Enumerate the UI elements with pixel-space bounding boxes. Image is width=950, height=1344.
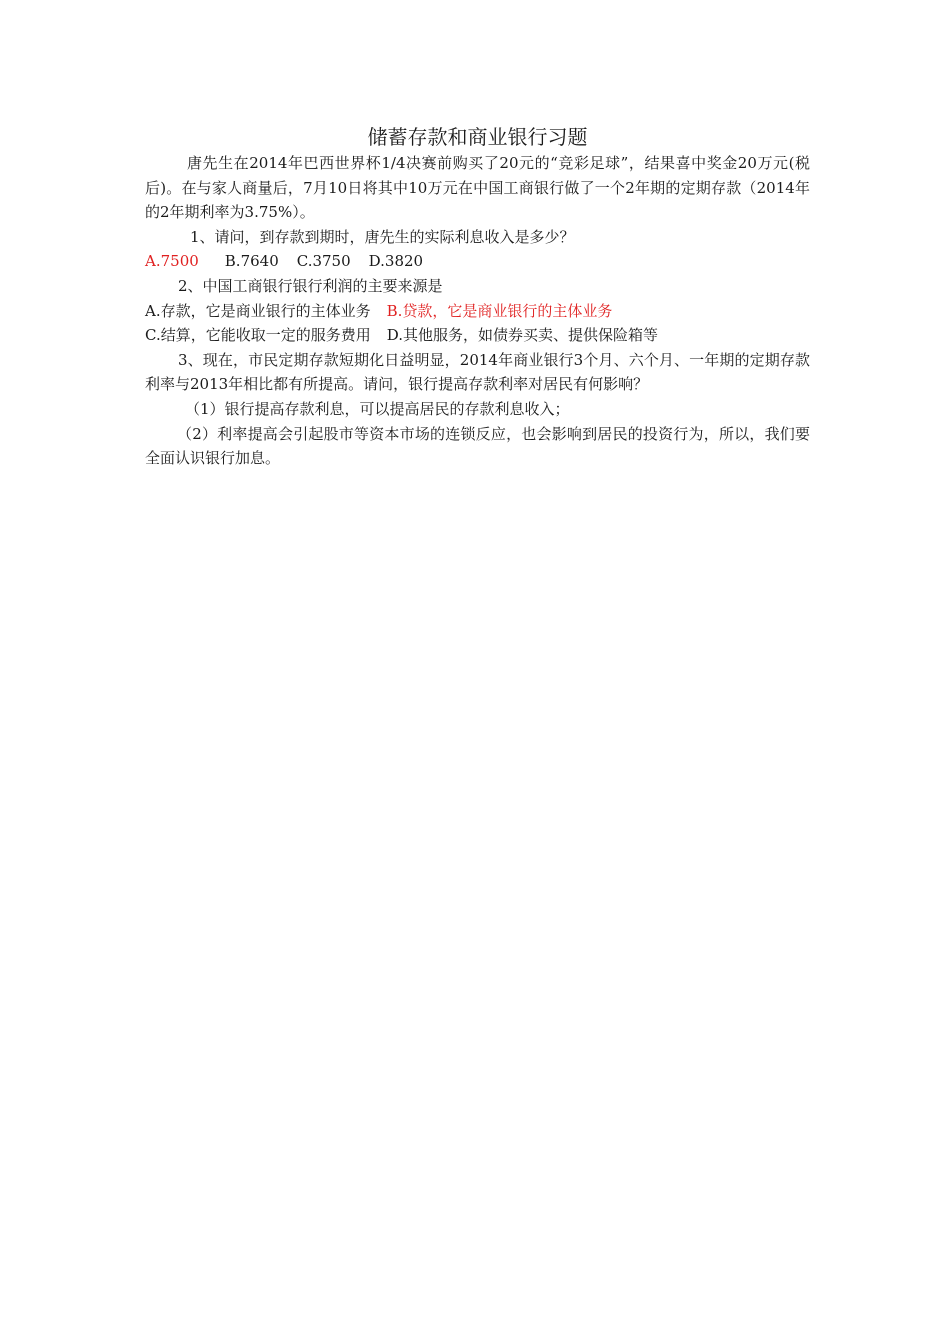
q2-option-c: C.结算，它能收取一定的服务费用 (145, 326, 371, 345)
q2-option-d: D.其他服务，如债券买卖、提供保险箱等 (386, 326, 658, 345)
question-2-options-row-1 (145, 299, 810, 324)
question-2: 2、中国工商银行银行利润的主要来源是 (178, 276, 443, 295)
question-3: 3、现在，市民定期存款短期化日益明显，2014年商业银行3个月、六个月、一年期的定期存款利率与2013年相比都有所提高。请问，银行提高存款利率对居民有何影响？ (145, 350, 810, 394)
q2-option-a: A.存款，它是商业银行的主体业务 (145, 301, 371, 320)
question-3-answer-1: （1）银行提高存款利息，可以提高居民的存款利息收入； (185, 399, 570, 418)
question-2-options-row-2 (145, 323, 810, 348)
page-title: 储蓄存款和商业银行习题 (367, 125, 588, 149)
question-3-answer-2: （2）利率提高会引起股市等资本市场的连锁反应，也会影响到居民的投资行为，所以，我们要全面认识银行加息。 (145, 424, 810, 468)
q1-option-d: D.3820 (368, 252, 424, 271)
q1-option-c: C.3750 (296, 252, 351, 271)
document-body (145, 123, 810, 471)
q1-option-b: B.7640 (224, 252, 279, 271)
q1-option-a-correct: A.7500 (145, 252, 199, 271)
question-1: 1、请问，到存款到期时，唐先生的实际利息收入是多少？ (190, 227, 575, 246)
intro-paragraph: 唐先生在2014年巴西世界杯1/4决赛前购买了20元的“竞彩足球”，结果喜中奖金20万元(税后)。在与家人商量后，7月10日将其中10万元在中国工商银行做了一个2年期的定期存款（2014年的2年期利率为3.75%）。 (145, 154, 810, 222)
q2-option-b-correct: B.贷款，它是商业银行的主体业务 (386, 301, 613, 320)
question-1-options (145, 249, 810, 274)
